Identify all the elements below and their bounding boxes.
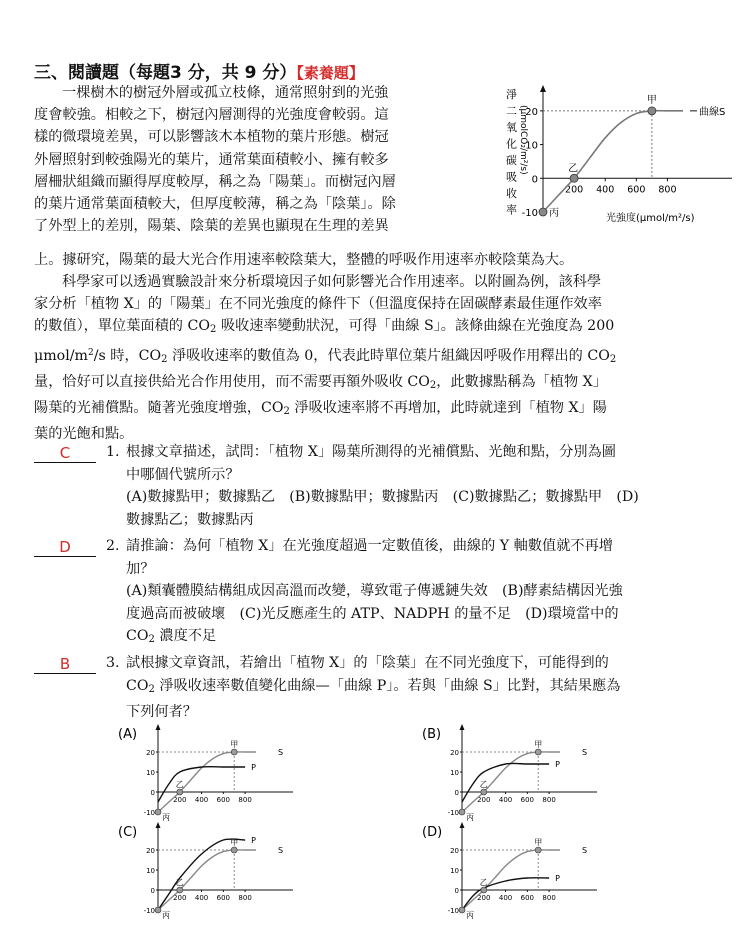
point-label-yi: 乙 xyxy=(175,780,184,789)
option-chart xyxy=(422,820,602,920)
y-axis-label-char: 率 xyxy=(506,203,517,217)
point-label-jia: 甲 xyxy=(534,740,543,749)
passage-line: 陽葉的光補償點。隨著光強度增強，$CO_2$ 淨吸收速率將不再增加，此時就達到「植物 X」陽 xyxy=(34,400,607,418)
passage-line: 家分析「植物 X」的「陽葉」在不同光強度的條件下（但溫度保持在固碳酵素最佳運作效率 xyxy=(34,296,602,313)
point-label-jia: 甲 xyxy=(230,740,239,749)
section-tag: 【素養題】 xyxy=(296,64,364,82)
data-point xyxy=(459,809,465,815)
point-label-bing: 丙 xyxy=(549,208,559,219)
passage-line: 層柵狀組織而顯得厚度較厚，稱之為「陽葉」。而樹冠內層 xyxy=(34,173,396,190)
y-tick-label: 10 xyxy=(450,769,459,777)
passage-paragraph-1 xyxy=(34,82,486,237)
question-2 xyxy=(126,535,734,652)
data-point xyxy=(535,749,541,755)
series-label-p: P xyxy=(555,760,560,769)
y-axis-unit: (μmolCO₂/m²/s) xyxy=(518,105,528,175)
y-axis-arrow xyxy=(460,724,465,730)
data-point xyxy=(535,847,541,853)
option-letter: (D) xyxy=(422,825,443,840)
point-label-jia: 甲 xyxy=(230,838,239,847)
question-options: (A)數據點甲；數據點乙 (B)數據點甲；數據點丙 (C)數據點乙；數據點甲 (D) xyxy=(126,489,639,505)
y-tick-label: 20 xyxy=(146,749,155,757)
series-label-s: S xyxy=(582,846,588,855)
data-point xyxy=(481,887,487,893)
y-tick-label: 0 xyxy=(150,789,155,797)
passage-line: 科學家可以透過實驗設計來分析環境因子如何影響光合作用速率。以附圖為例，該科學 xyxy=(62,274,602,290)
passage-line: 度會較強。相較之下，樹冠內層測得的光強度會較弱。這 xyxy=(34,107,389,124)
x-tick-label: 200 xyxy=(173,796,187,804)
y-tick-label: 0 xyxy=(454,789,459,797)
y-axis-label-char: 吸 xyxy=(506,170,517,184)
x-tick-label: 200 xyxy=(477,894,491,902)
question-options: 度過高而被破壞 (C)光反應產生的 ATP、NADPH 的量不足 (D)環境當中的 xyxy=(126,605,619,622)
point-label-bing: 丙 xyxy=(162,813,170,822)
point-label-bing: 丙 xyxy=(162,911,170,920)
passage-line: μmol/$m^2/s$ 時，$CO_2$ 淨吸收速率的數值為 0，代表此時單位葉片組織因呼吸作用釋出的 $CO_2$ xyxy=(34,347,617,365)
passage-line: 的數值），單位葉面積的 $CO_2$ 吸收速率變動狀況，可得「曲線 S」。該條曲線在光強度為 200 xyxy=(34,318,615,336)
point-label-jia: 甲 xyxy=(646,94,657,106)
data-point xyxy=(231,749,237,755)
series-label-s: S xyxy=(582,748,588,757)
question-stem: 下列何者？ xyxy=(126,704,197,720)
point-label-bing: 丙 xyxy=(466,813,474,822)
data-point xyxy=(648,107,656,115)
point-label-yi: 乙 xyxy=(479,780,488,789)
series-label-p: P xyxy=(251,763,256,772)
x-tick-label: 600 xyxy=(520,796,535,804)
point-label-yi: 乙 xyxy=(568,163,579,175)
question-number: 1. xyxy=(106,444,120,460)
y-tick-label: 10 xyxy=(525,140,538,152)
passage-line: 樣的微環境差異，可以影響該木本植物的葉片形態。樹冠 xyxy=(34,129,389,146)
series-label-s: S xyxy=(278,846,284,855)
question-options: $CO_2$ 濃度不足 xyxy=(126,628,217,645)
y-tick-label: 10 xyxy=(146,867,155,875)
question-3 xyxy=(126,652,734,724)
x-tick-label: 200 xyxy=(173,894,187,902)
option-letter: (C) xyxy=(118,825,138,840)
option-chart xyxy=(118,820,298,920)
y-tick-label: 20 xyxy=(146,847,155,855)
question-stem: $CO_2$ 淨吸收速率數值變化曲線—「曲線 P」。若與「曲線 S」比對，其結果應為 xyxy=(126,677,621,695)
y-tick-label: 20 xyxy=(450,847,459,855)
y-axis-arrow xyxy=(156,822,161,828)
question-stem: 根據文章描述，試問：「植物 X」陽葉所測得的光補償點、光飽和點，分別為圖 xyxy=(126,444,616,460)
x-tick-label: 600 xyxy=(627,184,646,196)
option-chart xyxy=(118,722,298,822)
data-point xyxy=(177,789,183,795)
option-chart xyxy=(422,722,602,822)
x-tick-label: 600 xyxy=(520,894,535,902)
point-label-yi: 乙 xyxy=(175,878,184,887)
answer-blank-q2[interactable]: D xyxy=(34,539,96,557)
series-line-curve-s xyxy=(543,111,683,212)
question-options: 數據點乙；數據點丙 xyxy=(126,511,254,528)
x-tick-label: 400 xyxy=(596,184,615,196)
y-axis-arrow xyxy=(156,724,161,730)
x-tick-label: 800 xyxy=(658,184,677,196)
question-stem: 請推論：為何「植物 X」在光強度超過一定數值後，曲線的 Y 軸數值就不再增 xyxy=(126,538,613,554)
data-point xyxy=(539,208,547,216)
x-tick-label: 200 xyxy=(565,184,584,196)
y-tick-label: 20 xyxy=(525,106,538,118)
y-tick-label: 20 xyxy=(450,749,459,757)
x-tick-label: 400 xyxy=(498,894,513,902)
y-tick-label: -10 xyxy=(521,208,538,219)
passage-line: 量，恰好可以直接供給光合作用使用，而不需要再額外吸收 $CO_2$，此數據點稱為「植物 X」 xyxy=(34,373,607,391)
x-tick-label: 600 xyxy=(216,796,231,804)
x-tick-label: 400 xyxy=(498,796,513,804)
x-tick-label: 400 xyxy=(194,894,209,902)
y-axis-arrow xyxy=(460,822,465,828)
curve-label: 曲線S xyxy=(699,106,726,118)
x-tick-label: 400 xyxy=(194,796,209,804)
y-axis-label-char: 淨 xyxy=(506,88,517,101)
y-tick-label: 10 xyxy=(450,867,459,875)
y-axis-label xyxy=(506,88,517,217)
answer-blank-q1[interactable]: C xyxy=(34,445,96,463)
passage-line: 葉的光飽和點。 xyxy=(34,426,134,443)
y-axis-label-char: 氧 xyxy=(506,121,517,134)
point-label-bing: 丙 xyxy=(466,911,474,920)
y-axis-label-char: 收 xyxy=(506,187,517,200)
passage-line: 上。據研究，陽葉的最大光合作用速率較陰葉大，整體的呼吸作用速率亦較陰葉為大。 xyxy=(34,252,574,268)
y-tick-label: 0 xyxy=(531,174,538,186)
data-point xyxy=(177,887,183,893)
y-axis-arrow xyxy=(540,85,546,92)
series-label-s: S xyxy=(278,748,284,757)
section-heading: 三、閱讀題（每題3 分，共 9 分） xyxy=(34,63,297,83)
series-label-p: P xyxy=(251,836,256,845)
data-point xyxy=(570,174,578,182)
question-stem: 試根據文章資訊，若繪出「植物 X」的「陰葉」在不同光強度下，可能得到的 xyxy=(126,655,609,671)
x-axis-label: 光強度(μmol/m²/s) xyxy=(606,213,695,224)
option-letter: (A) xyxy=(118,727,138,742)
x-tick-label: 200 xyxy=(477,796,491,804)
section-title xyxy=(34,58,364,83)
x-tick-label: 800 xyxy=(542,894,556,902)
point-label-jia: 甲 xyxy=(534,838,543,847)
passage-line: 了外型上的差別，陽葉、陰葉的差異也顯現在生理的差異 xyxy=(34,218,389,235)
option-letter: (B) xyxy=(422,727,442,742)
passage-line: 外層照射到較強陽光的葉片，通常葉面積較小、擁有較多 xyxy=(34,151,389,168)
question-stem: 中哪個代號所示？ xyxy=(126,466,240,483)
y-axis-label-char: 碳 xyxy=(506,154,517,167)
data-point xyxy=(231,847,237,853)
y-tick-label: 10 xyxy=(146,769,155,777)
data-point xyxy=(481,789,487,795)
passage-line: 的葉片通常葉面積較大，但厚度較薄，稱之為「陰葉」。除 xyxy=(34,196,396,213)
y-tick-label: -10 xyxy=(143,907,155,915)
answer-blank-q3[interactable]: B xyxy=(34,656,96,674)
y-tick-label: 0 xyxy=(454,887,459,895)
passage-paragraph-2 xyxy=(34,271,734,445)
point-label-yi: 乙 xyxy=(479,878,488,887)
y-axis-label-char: 化 xyxy=(506,137,517,151)
question-stem: 加？ xyxy=(126,560,155,577)
passage-line: 一棵樹木的樹冠外層或孤立枝條，通常照射到的光強 xyxy=(62,85,389,101)
question-1 xyxy=(126,441,734,531)
series-label-p: P xyxy=(555,874,560,883)
y-tick-label: -10 xyxy=(447,907,459,915)
y-tick-label: -10 xyxy=(447,809,459,817)
data-point xyxy=(155,809,161,815)
question-number: 2. xyxy=(106,538,120,554)
x-tick-label: 800 xyxy=(542,796,556,804)
x-tick-label: 800 xyxy=(238,894,252,902)
x-tick-label: 600 xyxy=(216,894,231,902)
light-response-chart xyxy=(498,84,738,234)
data-point xyxy=(459,907,465,913)
y-tick-label: 0 xyxy=(150,887,155,895)
y-tick-label: -10 xyxy=(143,809,155,817)
x-tick-label: 800 xyxy=(238,796,252,804)
question-number: 3. xyxy=(106,655,120,671)
data-point xyxy=(155,907,161,913)
question-options: (A)類囊體膜結構組成因高溫而改變，導致電子傳遞鏈失效 (B)酵素結構因光強 xyxy=(126,583,623,599)
y-axis-label-char: 二 xyxy=(506,104,517,118)
